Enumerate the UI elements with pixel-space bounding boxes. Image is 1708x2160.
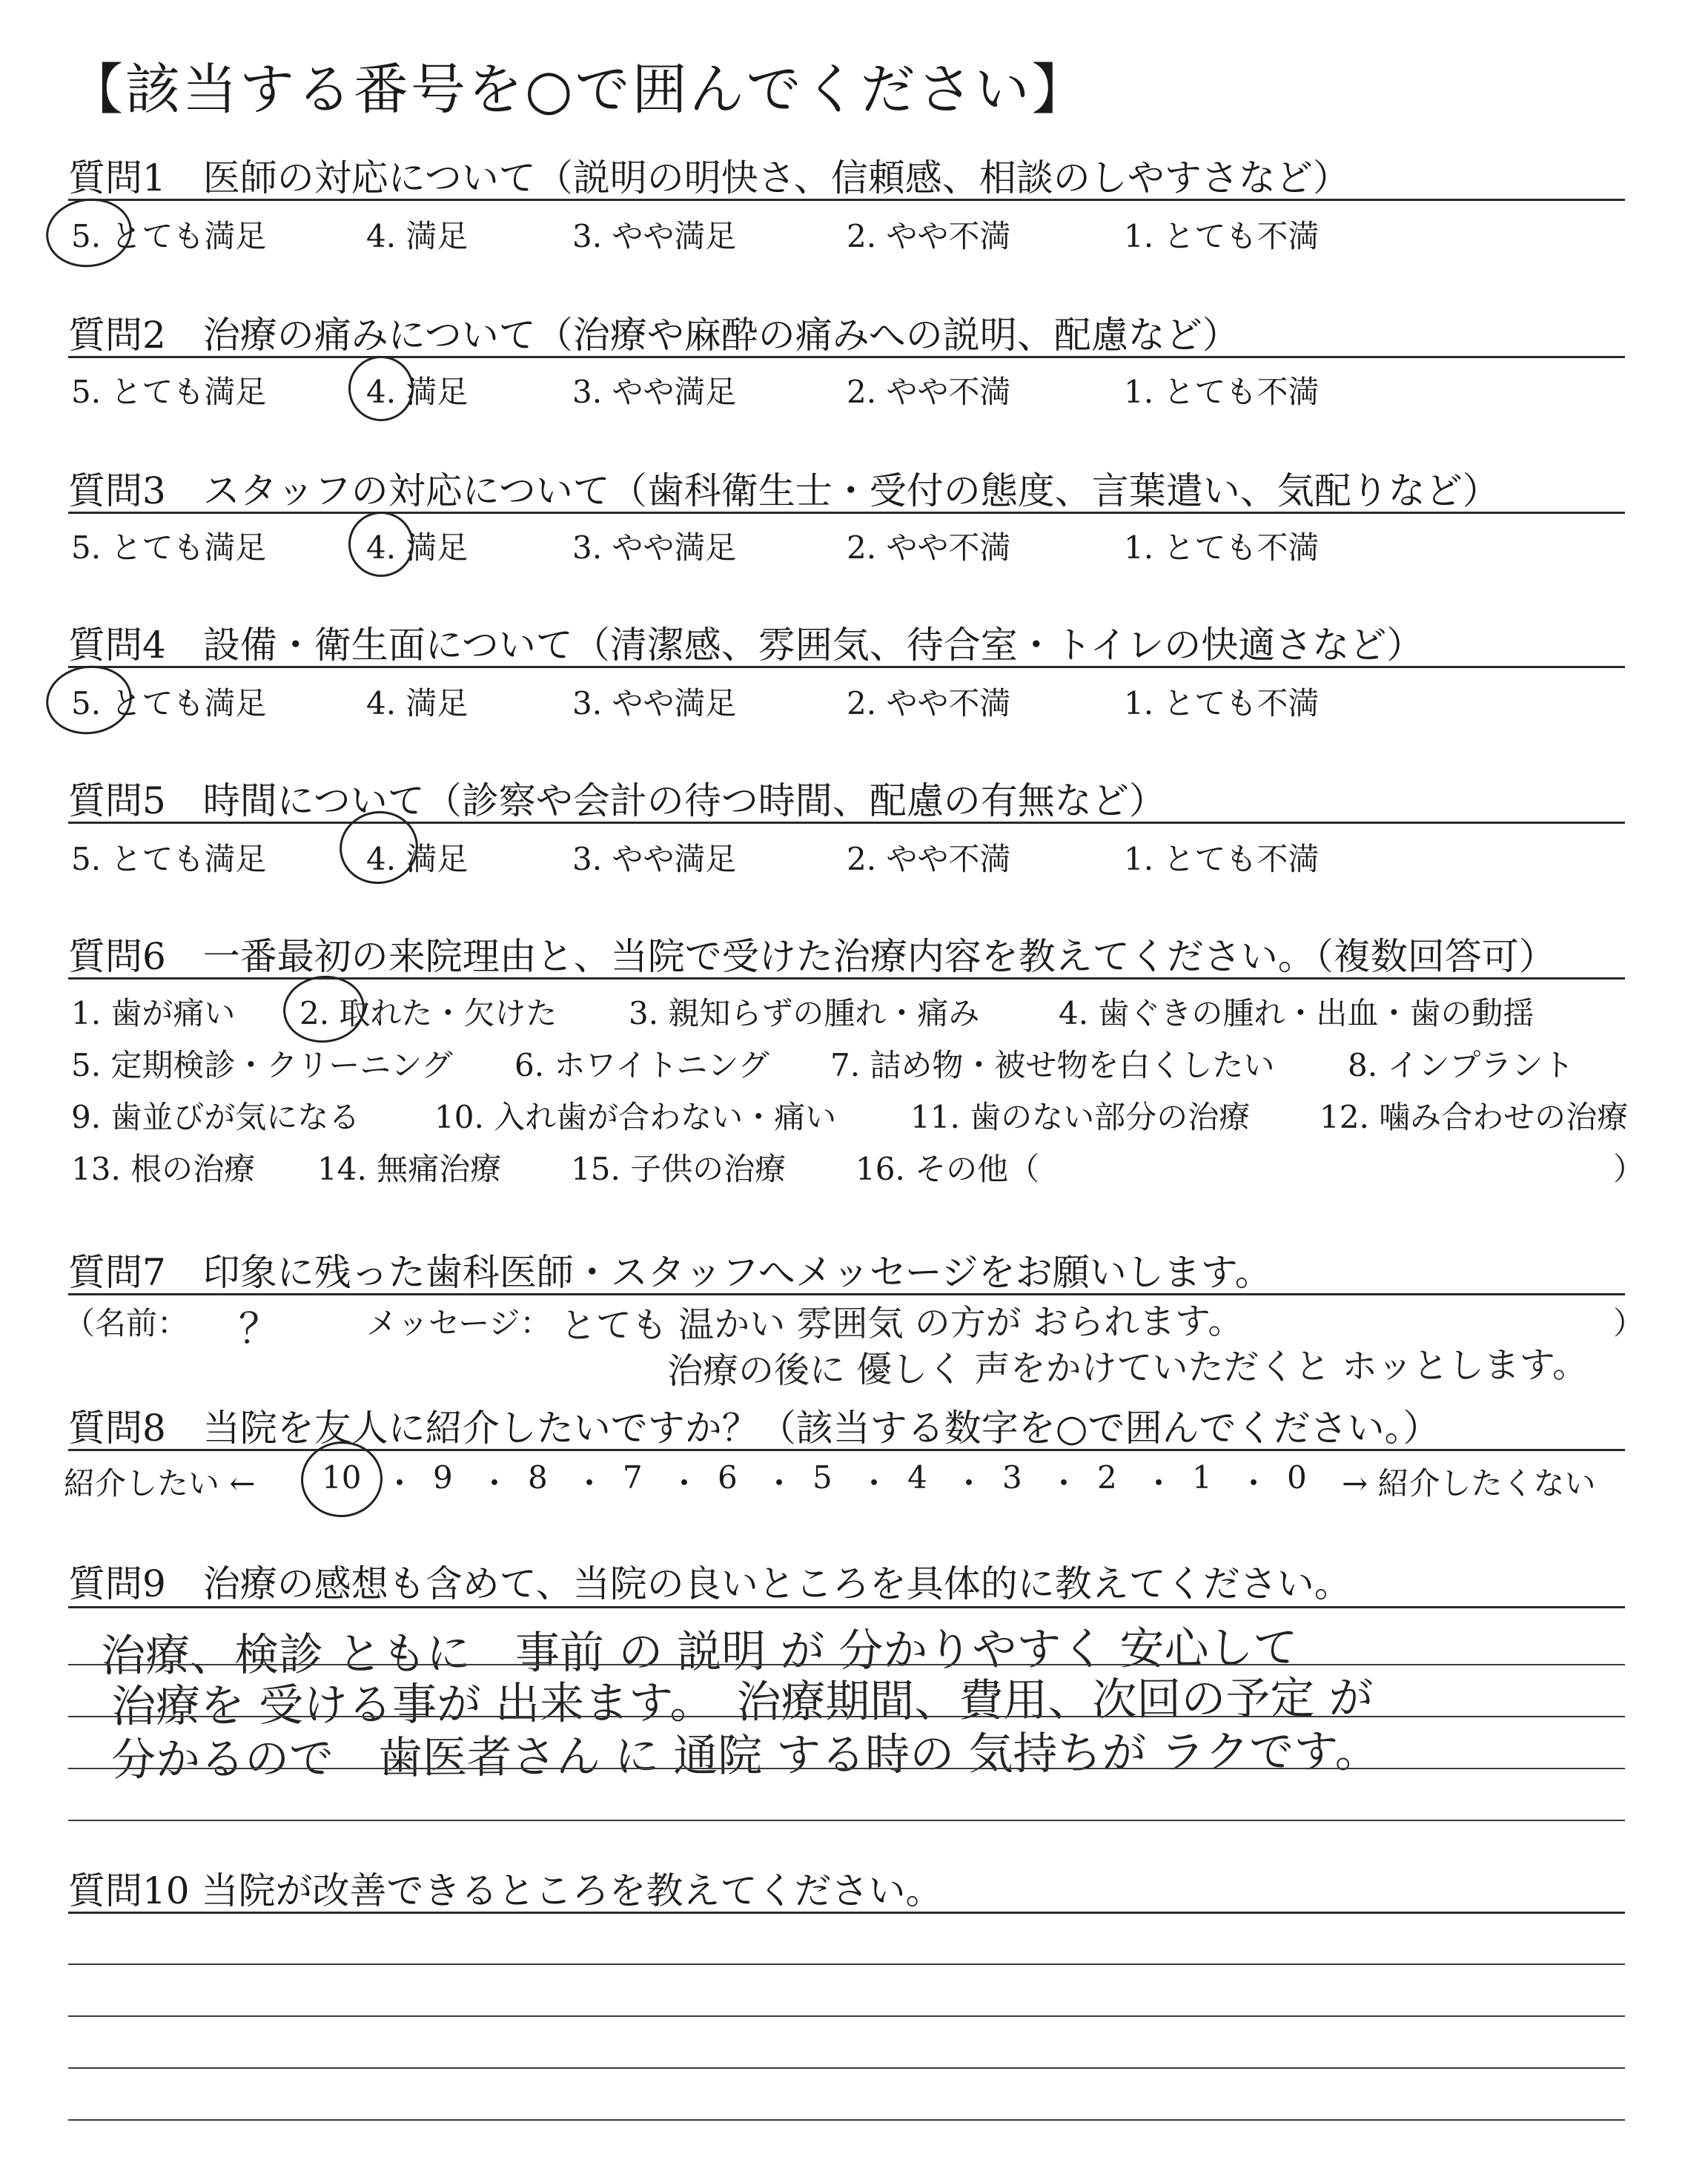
q8-scale-9[interactable]: 9: [433, 1459, 453, 1496]
question-4-option-2[interactable]: 2. やや不満: [847, 685, 1011, 721]
q9-answer-line-3: 分かるので 歯医者さん に 通院 する時の 気持ちが ラクです。: [110, 1725, 1380, 1786]
question-7-heading: 質問7 印象に残った歯科医師・スタッフへメッセージをお願いします。: [68, 1251, 1272, 1294]
question-8-rule: [68, 1449, 1625, 1451]
q8-scale-dot: ・: [858, 1465, 890, 1502]
question-4-selected-circle: [42, 660, 136, 739]
question-5-option-5[interactable]: 5. とても満足: [71, 841, 267, 877]
question-1-option-5[interactable]: 5. とても満足: [71, 218, 267, 254]
q6-option-9[interactable]: 9. 歯並びが気になる: [71, 1099, 360, 1135]
question-10-rule-2: [68, 1964, 1625, 1965]
question-2-option-5[interactable]: 5. とても満足: [71, 374, 267, 410]
question-1-option-4[interactable]: 4. 満足: [366, 218, 469, 254]
question-3-option-3[interactable]: 3. やや満足: [572, 529, 737, 566]
q6-option-3[interactable]: 3. 親知らずの腫れ・痛み: [629, 995, 980, 1031]
question-9-rule-5: [68, 1820, 1625, 1821]
q6-option-5[interactable]: 5. 定期検診・クリーニング: [71, 1047, 453, 1083]
question-4-rule: [68, 666, 1625, 668]
q8-scale-dot: ・: [953, 1465, 985, 1502]
q8-scale-3[interactable]: 3: [1002, 1459, 1022, 1496]
q6-option-15[interactable]: 15. 子供の治療: [571, 1151, 787, 1187]
q8-scale-4[interactable]: 4: [907, 1459, 927, 1496]
q8-scale-dot: ・: [384, 1465, 416, 1502]
question-3-option-2[interactable]: 2. やや不満: [847, 529, 1011, 566]
question-9-heading: 質問9 治療の感想も含めて、当院の良いところを具体的に教えてください。: [68, 1562, 1351, 1605]
question-5-rule: [68, 822, 1625, 824]
q8-scale-0[interactable]: 0: [1287, 1459, 1307, 1496]
question-1-heading: 質問1 医師の対応について（説明の明快さ、信頼感、相談のしやすさなど）: [68, 156, 1350, 199]
q9-answer-line-2: 治療を 受ける事が 出来ます。 治療期間、費用、次回の予定 が: [110, 1672, 1374, 1733]
q8-scale-8[interactable]: 8: [528, 1459, 548, 1496]
question-4-heading: 質問4 設備・衛生面について（清潔感、雰囲気、待合室・トイレの快適さなど）: [68, 624, 1424, 667]
q6-option-8[interactable]: 8. インプラント: [1348, 1047, 1575, 1083]
question-2-option-2[interactable]: 2. やや不満: [847, 374, 1011, 410]
question-2-heading: 質問2 治療の痛みについて（治療や麻酔の痛みへの説明、配慮など）: [68, 314, 1239, 357]
question-3-rule: [68, 512, 1625, 514]
q8-scale-dot: ・: [479, 1465, 511, 1502]
q7-close-paren: ）: [1613, 1305, 1645, 1341]
question-9-rule-4: [68, 1768, 1625, 1769]
q7-name-value: ？: [238, 1304, 281, 1354]
q7-message-line-2: 治療の後に 優しく 声をかけていただくと ホッとします。: [666, 1344, 1589, 1393]
q6-option-11[interactable]: 11. 歯のない部分の治療: [910, 1099, 1251, 1135]
page-title: 【該当する番号を○で囲んでください】: [68, 58, 1089, 122]
q8-scale-5[interactable]: 5: [812, 1459, 833, 1496]
q8-scale-dot: ・: [574, 1465, 606, 1502]
q8-scale-7[interactable]: 7: [623, 1459, 643, 1496]
question-1-option-3[interactable]: 3. やや満足: [572, 218, 737, 254]
q8-scale-dot: ・: [1048, 1465, 1080, 1502]
q8-scale-10[interactable]: 10: [322, 1459, 362, 1496]
q7-message-line-1: とても 温かい 雰囲気 の方が おられます。: [560, 1300, 1244, 1347]
question-9-rule-2: [68, 1664, 1625, 1665]
q6-option-16[interactable]: 16. その他（: [855, 1151, 1040, 1187]
question-4-option-5[interactable]: 5. とても満足: [71, 685, 267, 721]
question-2-option-1[interactable]: 1. とても不満: [1124, 374, 1320, 410]
q6-option-14[interactable]: 14. 無痛治療: [317, 1151, 502, 1187]
question-10-rule-3: [68, 2015, 1625, 2017]
question-6-heading: 質問6 一番最初の来院理由と、当院で受けた治療内容を教えてください。（複数回答可）: [68, 935, 1556, 978]
question-2-option-4[interactable]: 4. 満足: [366, 374, 469, 410]
q9-answer-line-1: 治療、検診 ともに 事前 の 説明 が 分かりやすく 安心して: [100, 1622, 1298, 1682]
q8-scale-2[interactable]: 2: [1097, 1459, 1117, 1496]
q8-scale-1[interactable]: 1: [1192, 1459, 1212, 1496]
q6-option-1[interactable]: 1. 歯が痛い: [71, 995, 236, 1031]
question-5-option-2[interactable]: 2. やや不満: [847, 841, 1011, 877]
question-1-selected-circle: [42, 193, 136, 272]
question-2-selected-circle: [348, 356, 414, 421]
q8-scale-6[interactable]: 6: [718, 1459, 738, 1496]
question-5-option-3[interactable]: 3. やや満足: [572, 841, 737, 877]
question-10-rule-1: [68, 1912, 1625, 1914]
question-3-heading: 質問3 スタッフの対応について（歯科衛生士・受付の態度、言葉遣い、気配りなど）: [68, 469, 1500, 512]
q8-scale-dot: ・: [764, 1465, 795, 1502]
question-3-option-5[interactable]: 5. とても満足: [71, 529, 267, 566]
q6-option-6[interactable]: 6. ホワイトニング: [514, 1047, 769, 1083]
question-5-option-4[interactable]: 4. 満足: [366, 841, 469, 877]
question-1-option-1[interactable]: 1. とても不満: [1124, 218, 1320, 254]
q8-right-label: → 紹介したくない: [1342, 1465, 1596, 1502]
q6-option-10[interactable]: 10. 入れ歯が合わない・痛い: [434, 1099, 837, 1135]
question-8-heading: 質問8 当院を友人に紹介したいですか？（該当する数字を○で囲んでください。）: [68, 1407, 1440, 1450]
question-1-option-2[interactable]: 2. やや不満: [847, 218, 1011, 254]
question-2-rule: [68, 356, 1625, 358]
q8-scale-dot: ・: [1238, 1465, 1270, 1502]
q6-option-2[interactable]: 2. 取れた・欠けた: [299, 995, 557, 1031]
q8-scale-dot: ・: [1143, 1465, 1175, 1502]
question-3-option-4[interactable]: 4. 満足: [366, 529, 469, 566]
q6-other-close-paren: ）: [1613, 1151, 1645, 1187]
q6-option-4[interactable]: 4. 歯ぐきの腫れ・出血・歯の動揺: [1059, 995, 1535, 1031]
q7-name-label: （名前：: [64, 1305, 189, 1341]
question-10-rule-4: [68, 2067, 1625, 2069]
question-10-heading: 質問10 当院が改善できるところを教えてください。: [68, 1869, 943, 1912]
question-6-selected-circle: [280, 971, 368, 1046]
question-3-option-1[interactable]: 1. とても不満: [1124, 529, 1320, 566]
question-9-rule-1: [68, 1606, 1625, 1608]
question-2-option-3[interactable]: 3. やや満足: [572, 374, 737, 410]
q8-scale-dot: ・: [669, 1465, 701, 1502]
q7-message-label: メッセージ：: [366, 1305, 552, 1341]
q6-option-13[interactable]: 13. 根の治療: [71, 1151, 256, 1187]
question-5-option-1[interactable]: 1. とても不満: [1124, 841, 1320, 877]
question-4-option-1[interactable]: 1. とても不満: [1124, 685, 1320, 721]
question-5-heading: 質問5 時間について（診察や会計の待つ時間、配慮の有無など）: [68, 779, 1166, 822]
question-10-rule-5: [68, 2119, 1625, 2121]
question-9-rule-3: [68, 1716, 1625, 1717]
question-4-option-4[interactable]: 4. 満足: [366, 685, 469, 721]
q8-left-label: 紹介したい ←: [64, 1465, 256, 1502]
question-1-rule: [68, 199, 1625, 201]
question-3-selected-circle: [348, 512, 414, 577]
question-6-rule: [68, 977, 1625, 980]
q6-option-12[interactable]: 12. 噛み合わせの治療: [1320, 1099, 1629, 1135]
q6-option-7[interactable]: 7. 詰め物・被せ物を白くしたい: [830, 1047, 1275, 1083]
question-4-option-3[interactable]: 3. やや満足: [572, 685, 737, 721]
